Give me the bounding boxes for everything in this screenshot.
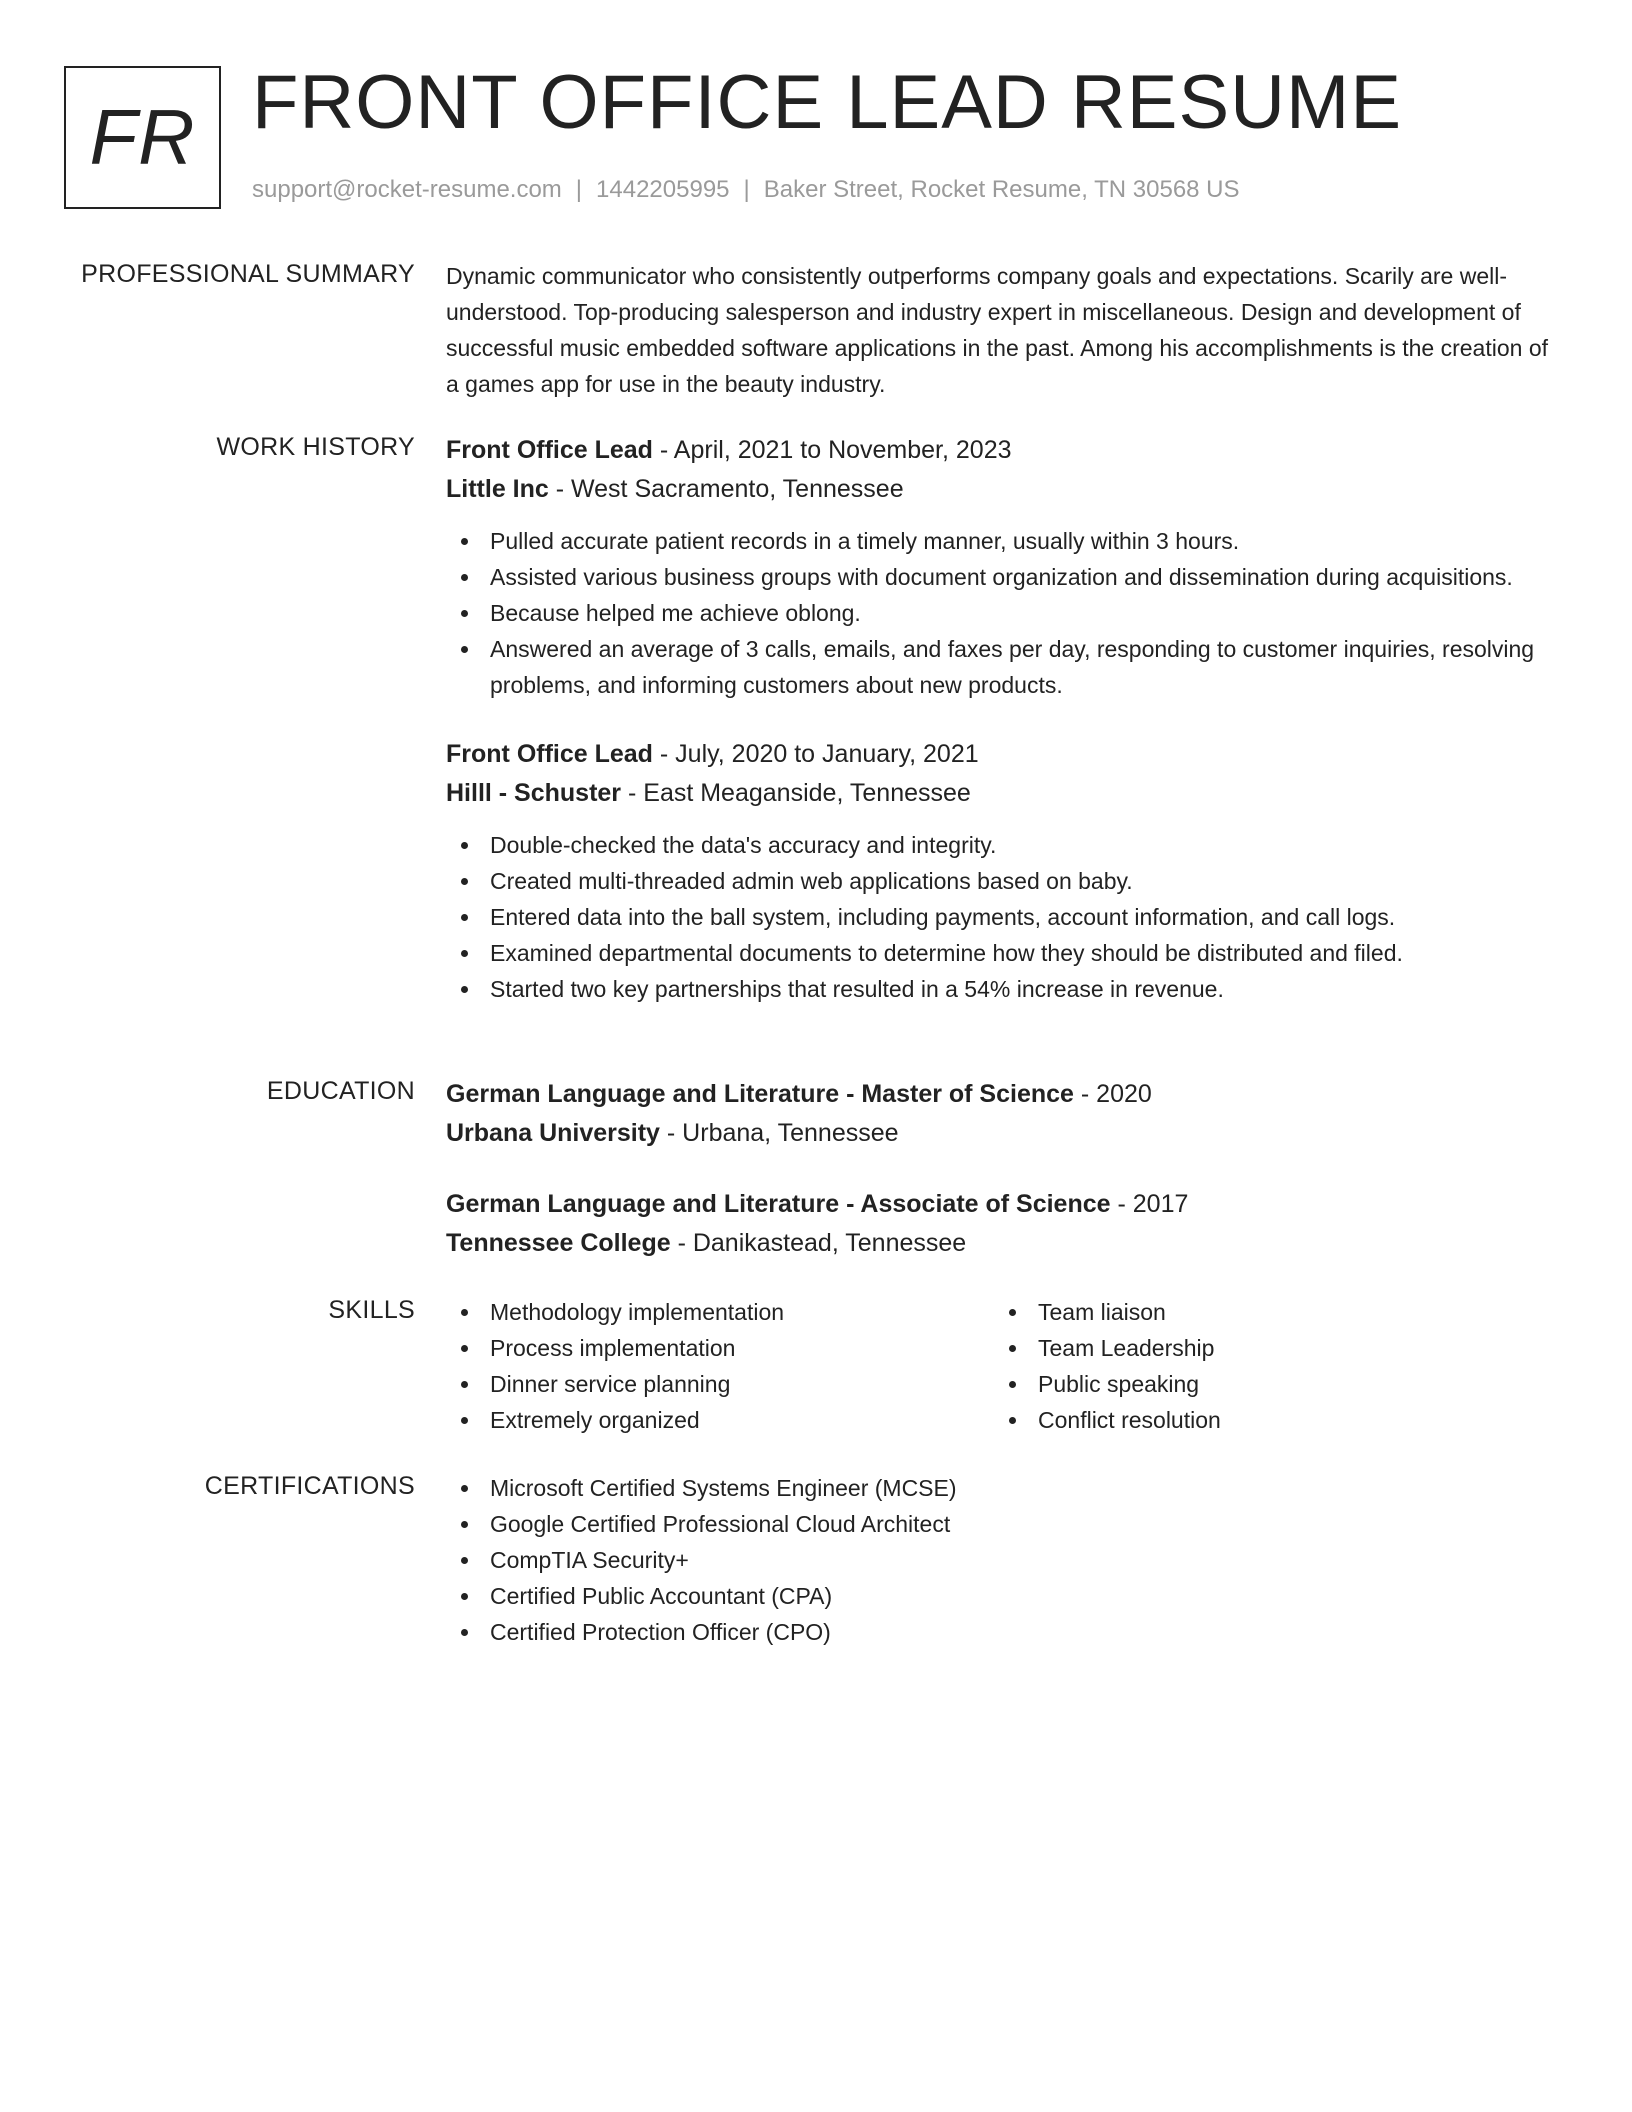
job-dates: - July, 2020 to January, 2021 [652,740,979,768]
job-entry [446,431,1556,703]
contact-separator: | [575,176,583,203]
list-item: Started two key partnerships that resulted in a 54% increase in revenue. [446,971,1556,1007]
school-name: Tennessee College [446,1229,671,1257]
list-item: Extremely organized [446,1402,994,1438]
job-company: Little Inc [446,475,549,503]
school-line [446,1114,1556,1153]
list-item: Dinner service planning [446,1366,994,1402]
degree-name: German Language and Literature - Associate of Science [446,1190,1111,1218]
list-item: CompTIA Security+ [446,1542,1556,1578]
list-item: Methodology implementation [446,1294,994,1330]
certifications-list [446,1470,1556,1650]
job-heading [446,735,1556,774]
school-location: - Danikastead, Tennessee [670,1229,967,1257]
job-bullets [446,827,1556,1007]
list-item: Public speaking [994,1366,1221,1402]
job-location: - East Meaganside, Tennessee [621,779,971,807]
list-item: Created multi-threaded admin web applications based on baby. [446,863,1556,899]
list-item: Team liaison [994,1294,1221,1330]
list-item: Team Leadership [994,1330,1221,1366]
section-label: PROFESSIONAL SUMMARY [81,260,415,288]
skills-column-1 [446,1294,994,1438]
list-item: Assisted various business groups with document organization and dissemination during acquisitions. [446,559,1556,595]
list-item: Pulled accurate patient records in a timely manner, usually within 3 hours. [446,523,1556,559]
job-heading [446,431,1556,470]
section-label: SKILLS [328,1296,415,1324]
education-entry [446,1185,1556,1263]
job-location: - West Sacramento, Tennessee [548,475,904,503]
list-item: Conflict resolution [994,1402,1221,1438]
work-history-body [446,431,1556,1007]
resume-title: FRONT OFFICE LEAD RESUME [252,60,1403,145]
list-item: Google Certified Professional Cloud Architect [446,1506,1556,1542]
list-item: Double-checked the data's accuracy and integrity. [446,827,1556,863]
list-item: Certified Public Accountant (CPA) [446,1578,1556,1614]
list-item: Entered data into the ball system, including payments, account information, and call logs. [446,899,1556,935]
monogram-logo [64,66,221,209]
job-company-line [446,774,1556,813]
education-body [446,1075,1556,1263]
school-line [446,1224,1556,1263]
job-company: Hilll - Schuster [446,779,622,807]
job-entry [446,735,1556,1007]
school-location: - Urbana, Tennessee [659,1119,899,1147]
list-item: Certified Protection Officer (CPO) [446,1614,1556,1650]
skills-column-2 [994,1294,1221,1438]
degree-line [446,1185,1556,1224]
education-entry [446,1075,1556,1153]
list-item: Process implementation [446,1330,994,1366]
degree-year: - 2017 [1110,1190,1189,1218]
monogram-text: FR [89,93,196,181]
contact-address: Baker Street, Rocket Resume, TN 30568 US [763,176,1240,203]
degree-year: - 2020 [1073,1080,1152,1108]
job-title: Front Office Lead [446,740,653,768]
contact-line [252,175,1240,205]
job-bullets [446,523,1556,703]
school-name: Urbana University [446,1119,660,1147]
certifications-body [446,1470,1556,1650]
section-label: CERTIFICATIONS [204,1472,415,1500]
degree-name: German Language and Literature - Master of Science [446,1080,1074,1108]
list-item: Examined departmental documents to determine how they should be distributed and filed. [446,935,1556,971]
degree-line [446,1075,1556,1114]
contact-phone: 1442205995 [596,176,730,203]
section-label: WORK HISTORY [216,433,415,461]
job-title: Front Office Lead [446,436,653,464]
skills-body [446,1294,1556,1438]
contact-separator: | [743,176,750,203]
summary-text: Dynamic communicator who consistently outperforms company goals and expectations. Scarily are well-understood. Top-producing salesperson and industry expert in miscellaneous. Design and development of successful music embedded software applications in the past. Among his accomplishments is the creation of a games app for use in the beauty industry. [446,263,1549,397]
list-item: Because helped me achieve oblong. [446,595,1556,631]
list-item: Answered an average of 3 calls, emails, and faxes per day, responding to customer inquiries, resolving problems, and informing customers about new products. [446,631,1556,703]
list-item: Microsoft Certified Systems Engineer (MCSE) [446,1470,1556,1506]
job-company-line [446,470,1556,509]
job-dates: - April, 2021 to November, 2023 [652,436,1012,464]
section-label: EDUCATION [266,1077,415,1105]
contact-email: support@rocket-resume.com [252,176,562,203]
